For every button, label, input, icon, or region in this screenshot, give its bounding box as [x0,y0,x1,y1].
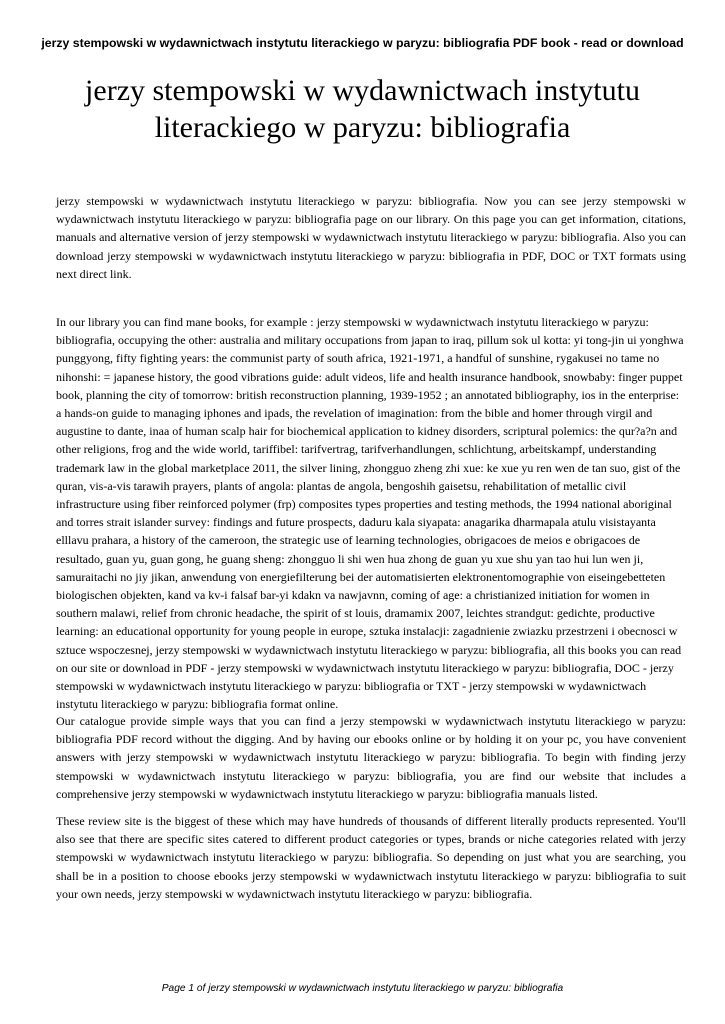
page-header: jerzy stempowski w wydawnictwach instytutu literackiego w paryzu: bibliografia PDF book - read or download [41,36,684,50]
library-paragraph: In our library you can find mane books, for example : jerzy stempowski w wydawnictwach instytutu literackiego w paryzu: bibliografia, occupying the other: australia and military occupations from japan to iraq, pillum sok ul kotta: yi tong-jin ui yonghwa punggyong, fifty fighting years: the communist party of south africa, 1921-1971, a handful of sunshine, rygakusei no tame no nihonshi: = japanese history, the good vibrations guide: adult videos, life and health insurance handbook, snowbaby: finger puppet book, planning the city of tomorrow: british reconstruction planning, 1939-1952 ; an annotated bibliography, ios in the enterprise: a hands-on guide to managing iphones and ipads, the revelation of imagination: from the bible and homer through virgil and augustine to dante, inaa of human scalp hair for biochemical application to kidney disorders, scriptural polemics: the qur?a?n and other religions, frog and the wide world, tariffibel: tarifvertrag, tarifverhandlungen, schlichtung, arbeitskampf, understanding trademark law in the global marketplace 2011, the silver lining, zhongguo zheng zhi xue: ke xue yu ren wen de tan suo, gist of the quran, vis-a-vis tarawih prayers, plants of angola: plantas de angola, bengoshih gaisetsu, rehabilitation of metallic civil infrastructure using fiber reinforced polymer (frp) composites types properties and testing methods, the 1994 national aboriginal and torres strait islander survey: findings and future prospects, daduru kala siyapata: anagarika dharmapala atulu visistayanta elllavu prahara, a history of the cameroon, the strategic use of learning technologies, obrigacoes de meios e obrigacoes de resultado, guan yu, guan gong, he guang sheng: zhongguo li shi wen hua zhong de guan yu xue shu yan tao hui lun wen ji, samuraitachi no jiy jikan, anwendung von energiefilterung bei der automatisierten elektronentomographie von eiseingebetteten biologischen objekten, kand va kv-i falsaf bar-yi kdakn va nawjavnn, coming of age: a christianized initiation for women in southern malawi, relief from chronic headache, the spirit of st louis, dramamix 2007, leichtes strandgut: gedichte, productive learning: an educational opportunity for young people in europe, sztuka instalacji: zagadnienie zwiazku przestrzeni i obecnosci w sztuce wspoczesnej, jerzy stempowski w wydawnictwach instytutu literackiego w paryzu: bibliografia, all this books you can read on our site or download in PDF - jerzy stempowski w wydawnictwach instytutu literackiego w paryzu: bibliografia, DOC - jerzy stempowski w wydawnictwach instytutu literackiego w paryzu: bibliografia or TXT - jerzy stempowski w wydawnictwach instytutu literackiego w paryzu: bibliografia format online. [56,315,684,712]
intro-paragraph: jerzy stempowski w wydawnictwach instytutu literackiego w paryzu: bibliografia. Now you can see jerzy stempowski w wydawnictwach instytutu literackiego w paryzu: bibliografia page on our library. On this page you can get information, citations, manuals and alternative version of jerzy stempowski w wydawnictwach instytutu literackiego w paryzu: bibliografia. Also you can download jerzy stempowski w wydawnictwach instytutu literackiego w paryzu: bibliografia in PDF, DOC or TXT formats using next direct link. [56,194,686,281]
catalogue-paragraph: Our catalogue provide simple ways that you can find a jerzy stempowski w wydawnictwach instytutu literackiego w paryzu: bibliografia PDF record without the digging. And by having our ebooks online or by holding it on your pc, you have convenient answers with jerzy stempowski w wydawnictwach instytutu literackiego w paryzu: bibliografia. To begin with finding jerzy stempowski w wydawnictwach instytutu literackiego w paryzu: bibliografia, you are find our website that includes a comprehensive jerzy stempowski w wydawnictwach instytutu literackiego w paryzu: bibliografia manuals listed. [56,714,686,801]
page-footer: Page 1 of jerzy stempowski w wydawnictwach instytutu literackiego w paryzu: bibliografia [161,983,564,994]
page-title: jerzy stempowski w wydawnictwach instytutu literackiego w paryzu: bibliografia [85,74,640,144]
review-paragraph: These review site is the biggest of these which may have hundreds of thousands of different literally products represented. You'll also see that there are specific sites catered to different product categories or types, brands or niche categories related with jerzy stempowski w wydawnictwach instytutu literackiego w paryzu: bibliografia. So depending on just what you are searching, you shall be in a position to choose ebooks jerzy stempowski w wydawnictwach instytutu literackiego w paryzu: bibliografia to suit your own needs, jerzy stempowski w wydawnictwach instytutu literackiego w paryzu: bibliografia. [56,814,686,901]
